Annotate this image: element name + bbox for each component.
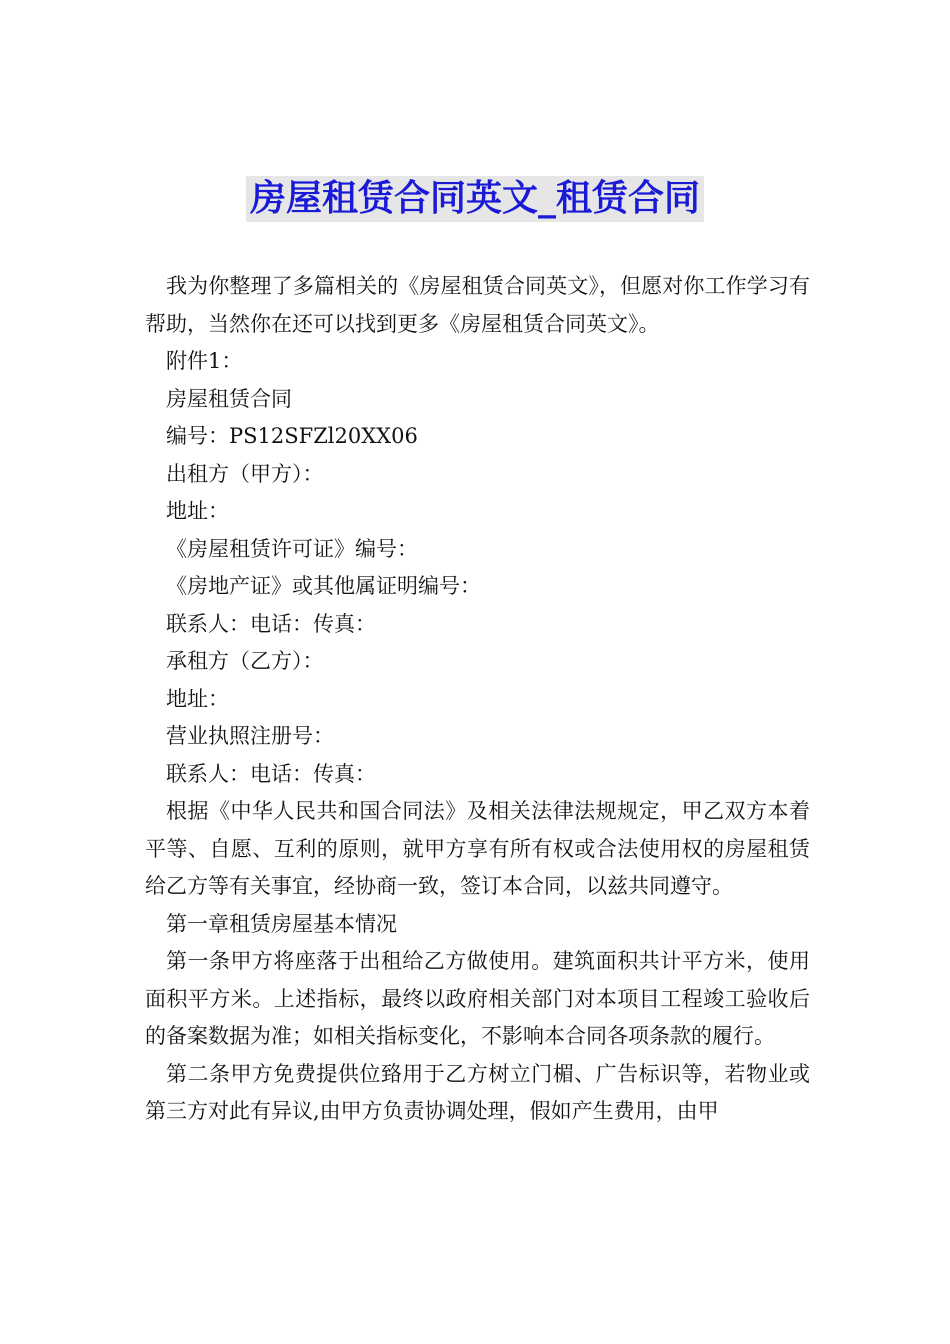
lessor-label: 出租方（甲方）：: [166, 461, 324, 486]
document-body: [145, 268, 810, 1131]
article-one-paragraph: 第一条甲方将座落于出租给乙方做使用。建筑面积共计平方米，使用面积平方米。上述指标，最终以政府相关部门对本项目工程竣工验收后的备案数据为准；如相关指标变化，不影响本合同各项条款的履行。: [145, 949, 810, 1048]
lessee-contact-label: 联系人：电话：传真：: [166, 761, 376, 786]
article-two-paragraph: 第二条甲方免费提供位臵用于乙方树立门楣、广告标识等，若物业或第三方对此有异议,由甲方负责协调处理，假如产生费用，由甲: [145, 1061, 810, 1123]
lease-permit-label: 《房屋租赁许可证》编号：: [166, 536, 418, 561]
chapter-one-heading: 第一章租赁房屋基本情况: [166, 911, 397, 936]
intro-paragraph: 我为你整理了多篇相关的《房屋租赁合同英文》，但愿对你工作学习有帮助，当然你在还可以找到更多《房屋租赁合同英文》。: [145, 274, 810, 336]
contract-name: 房屋租赁合同: [166, 386, 292, 411]
document-title: 房屋租赁合同英文_租赁合同: [246, 176, 704, 222]
attachment-label: 附件1：: [166, 349, 243, 373]
contract-number: 编号：PS12SFZl20XX06: [166, 424, 418, 448]
lessor-address-label: 地址：: [166, 499, 229, 523]
property-cert-label: 《房地产证》或其他属证明编号：: [166, 574, 481, 598]
preamble-paragraph: 根据《中华人民共和国合同法》及相关法律法规规定，甲乙双方本着平等、自愿、互利的原则，就甲方享有所有权或合法使用权的房屋租赁给乙方等有关事宜，经协商一致，签订本合同，以兹共同遵守。: [145, 799, 810, 898]
lessee-address-label: 地址：: [166, 686, 229, 711]
business-license-label: 营业执照注册号：: [166, 724, 334, 748]
title-container: [0, 176, 950, 222]
lessee-label: 承租方（乙方）：: [166, 649, 324, 673]
lessor-contact-label: 联系人：电话：传真：: [166, 611, 376, 636]
